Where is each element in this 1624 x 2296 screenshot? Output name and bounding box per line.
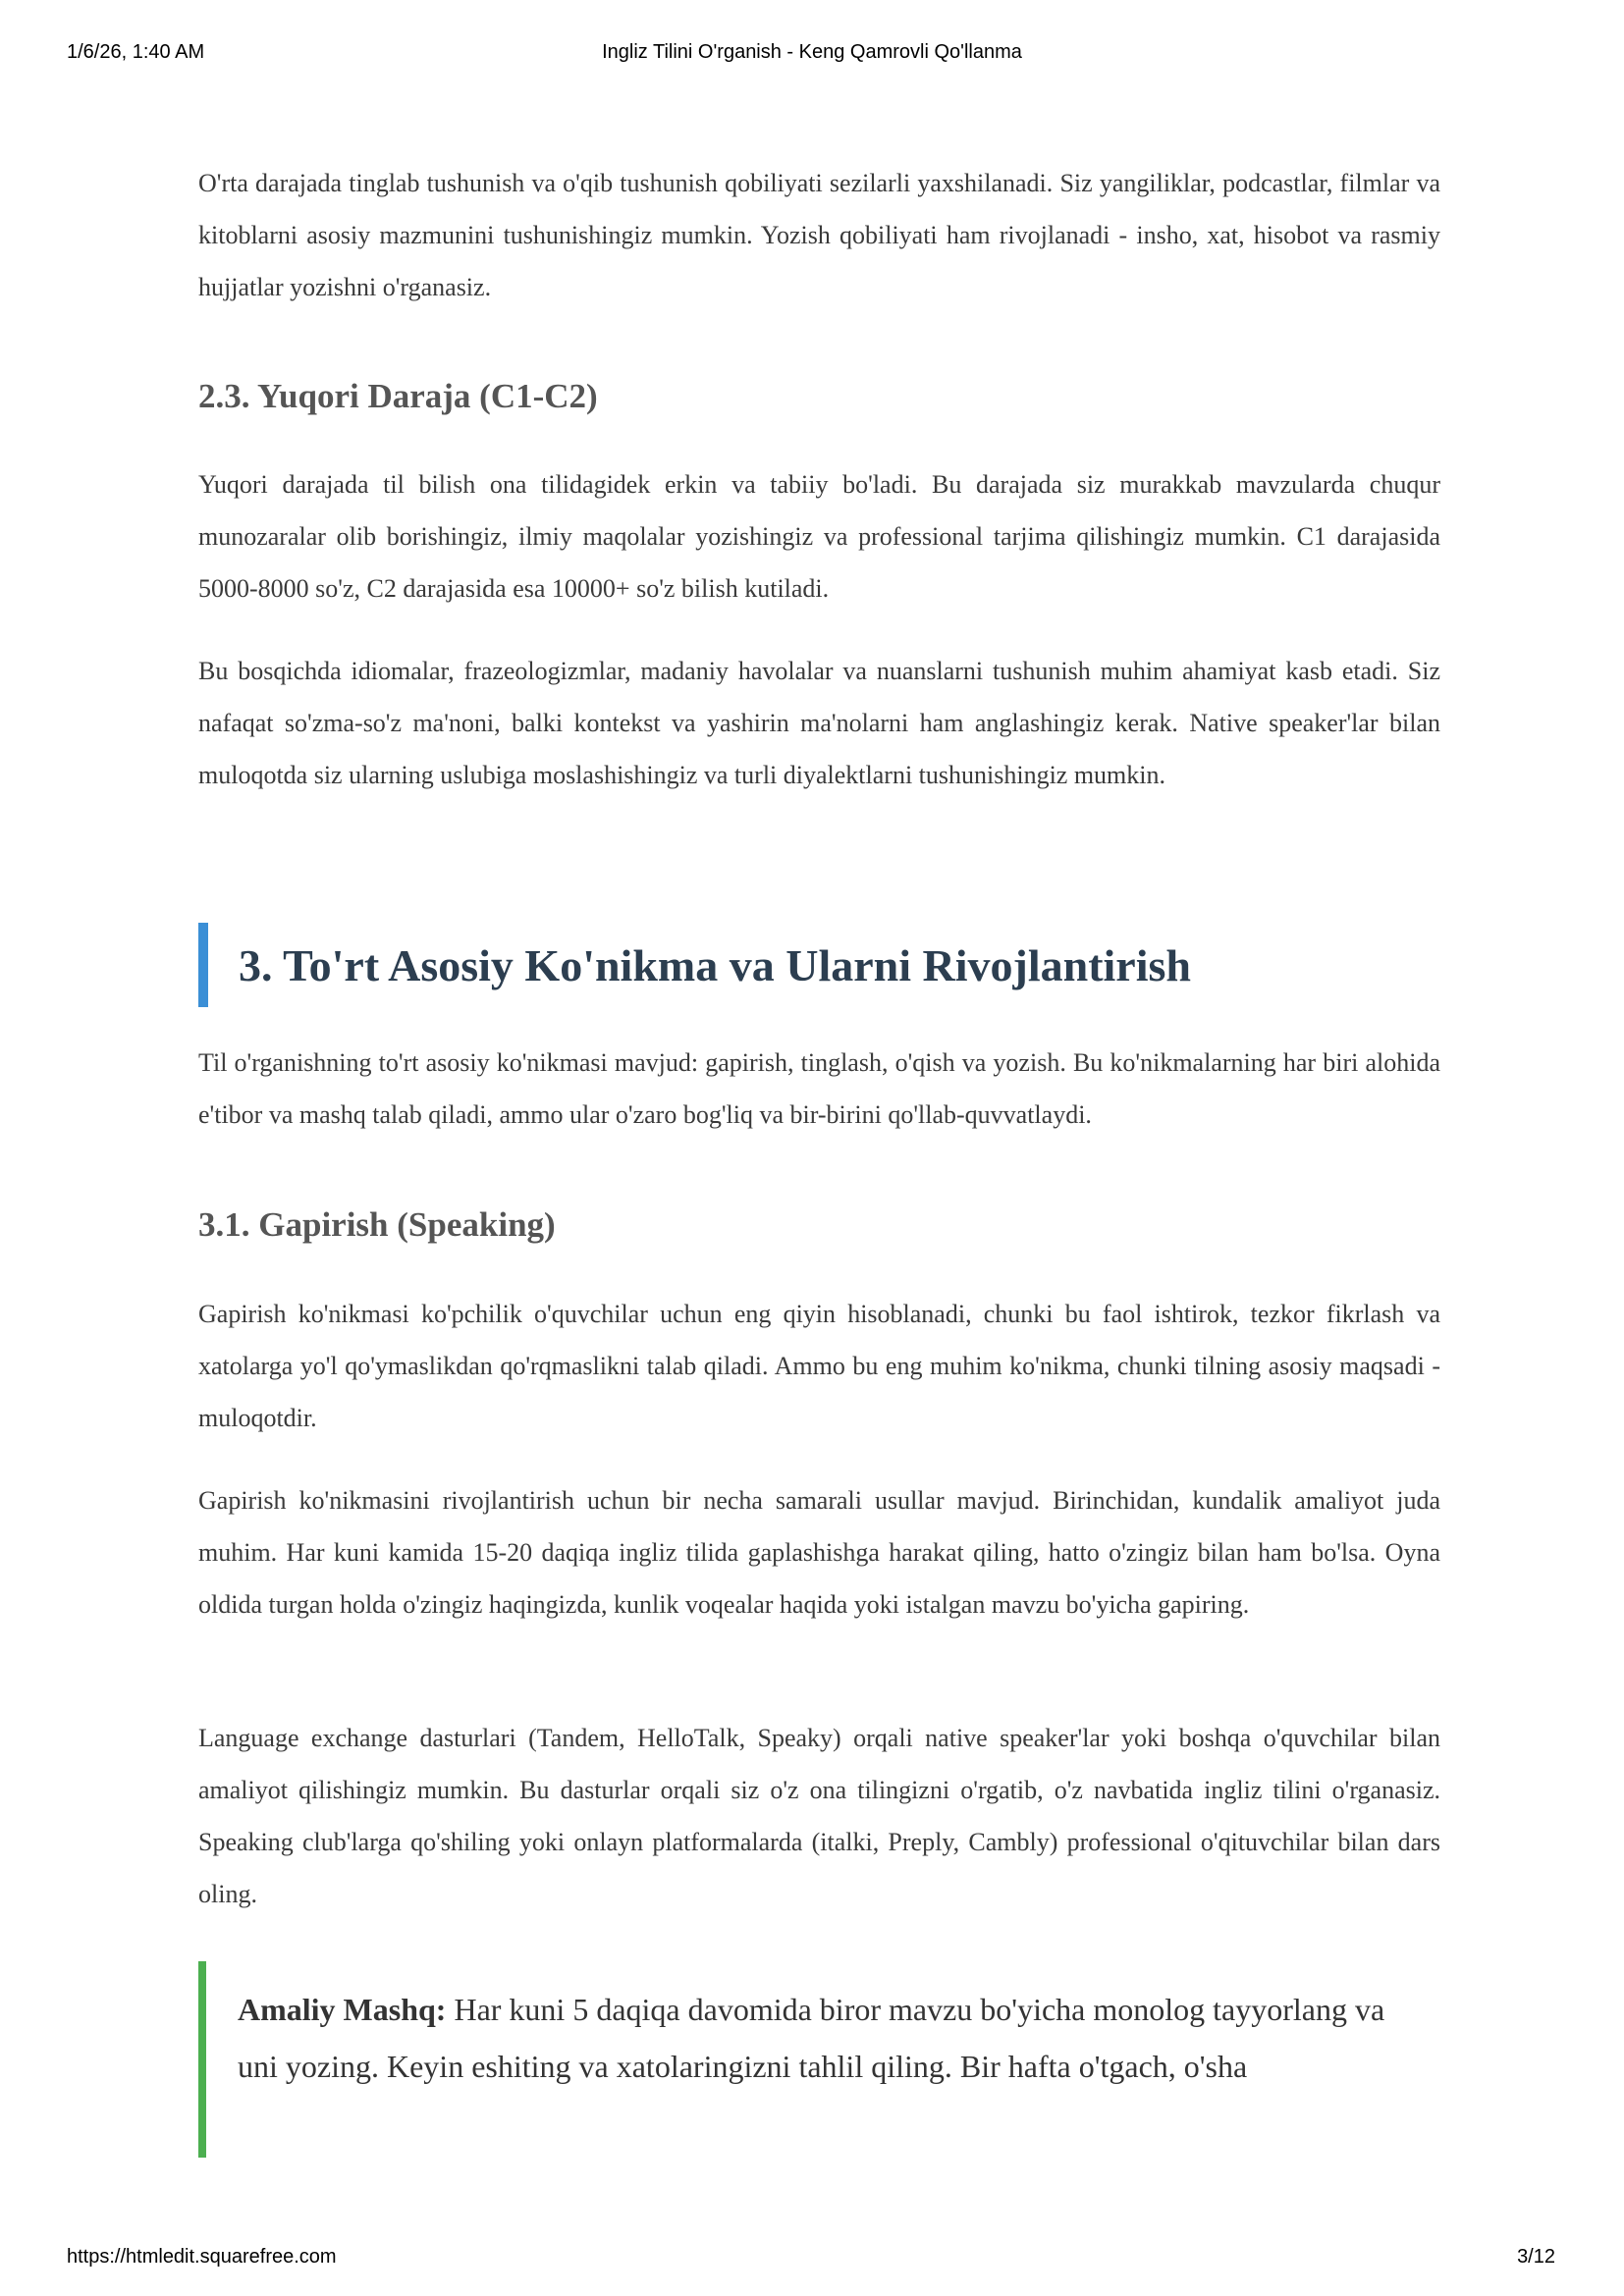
- callout-label: Amaliy Mashq:: [238, 1992, 447, 2027]
- section-title: 3. To'rt Asosiy Ko'nikma va Ularni Rivojlantirish: [239, 940, 1191, 990]
- page-number: 3/12: [1517, 2246, 1555, 2268]
- callout-text: [238, 1981, 1416, 2095]
- print-url: https://htmledit.squarefree.com: [67, 2246, 337, 2268]
- section-accent-bar: [198, 923, 208, 1007]
- print-datetime: 1/6/26, 1:40 AM: [67, 41, 205, 63]
- paragraph-speaking-2: Gapirish ko'nikmasini rivojlantirish uchun bir necha samarali usullar mavjud. Birinchidan, kundalik amaliyot juda muhim. Har kuni kamida 15-20 daqiqa ingliz tilida gaplashishga harakat qiling, hatto o'zingiz bilan ham bo'lsa. Oyna oldida turgan holda o'zingiz haqingizda, kunlik voqealar haqida yoki istalgan mavzu bo'yicha gapiring.: [198, 1486, 1440, 1619]
- practice-callout: [198, 1961, 1440, 2158]
- print-footer: [0, 2246, 1624, 2273]
- callout-accent-bar: [198, 1961, 206, 2158]
- print-document-title: Ingliz Tilini O'rganish - Keng Qamrovli Qo'llanma: [602, 41, 1022, 63]
- subheading-advanced-level: 2.3. Yuqori Daraja (C1-C2): [198, 377, 598, 415]
- paragraph-advanced-1: Yuqori darajada til bilish ona tilidagidek erkin va tabiiy bo'ladi. Bu darajada siz murakkab mavzularda chuqur munozaralar olib borishingiz, ilmiy maqolalar yozishingiz va professional tarjima qilishingiz mumkin. C1 darajasida 5000-8000 so'z, C2 darajasida esa 10000+ so'z bilish kutiladi.: [198, 470, 1440, 603]
- section-heading: [198, 923, 1440, 1007]
- subheading-speaking: 3.1. Gapirish (Speaking): [198, 1205, 556, 1244]
- callout-body: Har kuni 5 daqiqa davomida biror mavzu bo'yicha monolog tayyorlang va uni yozing. Keyin eshiting va xatolaringizni tahlil qiling. Bir hafta o'tgach, o'sha: [238, 1992, 1385, 2084]
- paragraph-speaking-3: Language exchange dasturlari (Tandem, HelloTalk, Speaky) orqali native speaker'lar yoki boshqa o'quvchilar bilan amaliyot qilishingiz mumkin. Bu dasturlar orqali siz o'z ona tilingizni o'rgatib, o'z navbatida ingliz tilini o'rganasiz. Speaking club'larga qo'shiling yoki onlayn platformalarda (italki, Preply, Cambly) professional o'qituvchilar bilan dars oling.: [198, 1724, 1440, 1908]
- paragraph-speaking-1: Gapirish ko'nikmasi ko'pchilik o'quvchilar uchun eng qiyin hisoblanadi, chunki bu faol ishtirok, tezkor fikrlash va xatolarga yo'l qo'ymaslikdan qo'rqmaslikni talab qiladi. Ammo bu eng muhim ko'nikma, chunki tilning asosiy maqsadi - muloqotdir.: [198, 1300, 1440, 1432]
- paragraph-advanced-2: Bu bosqichda idiomalar, frazeologizmlar, madaniy havolalar va nuanslarni tushunish muhim ahamiyat kasb etadi. Siz nafaqat so'zma-so'z ma'noni, balki kontekst va yashirin ma'nolarni ham anglashingiz kerak. Native speaker'lar bilan muloqotda siz ularning uslubiga moslashishingiz va turli diyalektlarni tushunishingiz mumkin.: [198, 657, 1440, 789]
- paragraph-four-skills: Til o'rganishning to'rt asosiy ko'nikmasi mavjud: gapirish, tinglash, o'qish va yozish. Bu ko'nikmalarning har biri alohida e'tibor va mashq talab qiladi, ammo ular o'zaro bog'liq va bir-birini qo'llab-quvvatlaydi.: [198, 1048, 1440, 1129]
- paragraph-intermediate: O'rta darajada tinglab tushunish va o'qib tushunish qobiliyati sezilarli yaxshilanadi. Siz yangiliklar, podcastlar, filmlar va kitoblarni asosiy mazmunini tushunishingiz mumkin. Yozish qobiliyati ham rivojlanadi - insho, xat, hisobot va rasmiy hujjatlar yozishni o'rganasiz.: [198, 169, 1440, 301]
- print-header: [0, 41, 1624, 69]
